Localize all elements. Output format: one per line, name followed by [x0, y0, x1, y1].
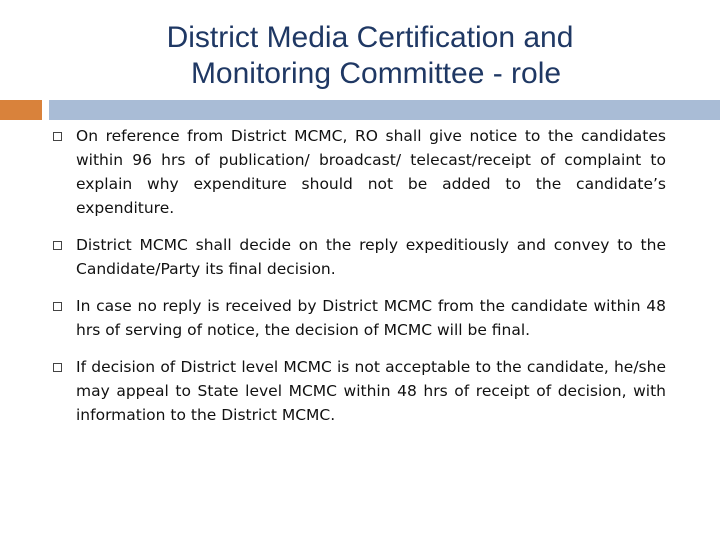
bullet-item — [48, 233, 666, 281]
accent-bar — [0, 100, 42, 120]
bullet-text: On reference from District MCMC, RO shall give notice to the candidates within 96 hrs of publication/ broadcast/ telecast/receipt of complaint to explain why expenditure should not be added to the candidate’s expenditure. — [76, 127, 666, 217]
title-rule-bar — [49, 100, 720, 120]
bullet-text: If decision of District level MCMC is not acceptable to the candidate, he/she may appeal to State level MCMC within 48 hrs of receipt of decision, with information to the District MCMC. — [76, 358, 666, 424]
square-bullet-icon — [53, 363, 62, 372]
bullet-text: District MCMC shall decide on the reply expeditiously and convey to the Candidate/Party its final decision. — [76, 236, 666, 278]
bullet-list — [48, 124, 666, 440]
bullet-text: In case no reply is received by District MCMC from the candidate within 48 hrs of serving of notice, the decision of MCMC will be final. — [76, 297, 666, 339]
bullet-item — [48, 294, 666, 342]
bullet-item — [48, 355, 666, 427]
slide-title-line-2: Monitoring Committee - role — [190, 57, 562, 90]
slide-title-line-1: District Media Certification and — [166, 21, 574, 54]
square-bullet-icon — [53, 132, 62, 141]
square-bullet-icon — [53, 302, 62, 311]
bullet-item — [48, 124, 666, 220]
square-bullet-icon — [53, 241, 62, 250]
slide-title — [60, 20, 680, 92]
